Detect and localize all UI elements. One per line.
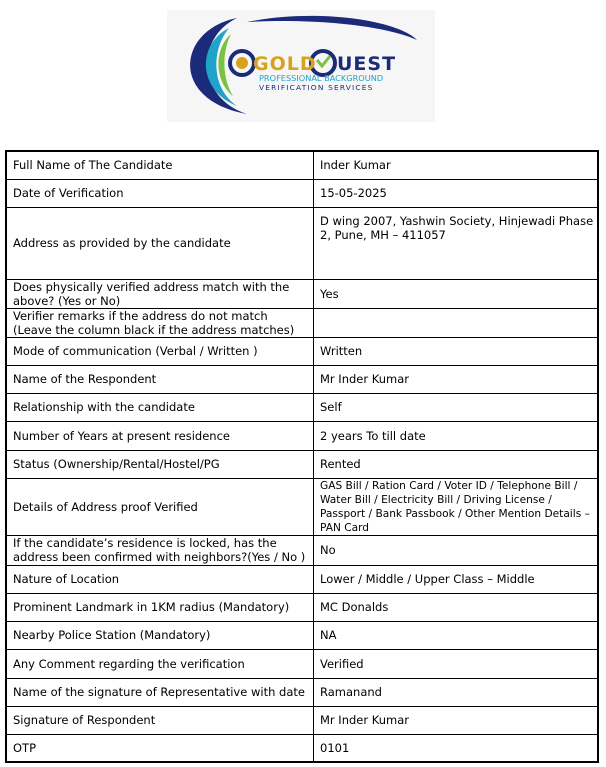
logo-brand-left: GOLD: [253, 53, 317, 75]
row-value: Ramanand: [314, 678, 599, 706]
row-label: Any Comment regarding the verification: [6, 649, 314, 678]
row-value: No: [314, 535, 599, 565]
table-row: [6, 337, 598, 365]
row-value: 15-05-2025: [314, 179, 599, 207]
table-row: [6, 593, 598, 621]
goldquest-logo: [167, 10, 435, 122]
row-value: MC Donalds: [314, 593, 599, 621]
row-value: Lower / Middle / Upper Class – Middle: [314, 565, 599, 593]
logo-swoosh-top: [247, 16, 417, 40]
row-value: Mr Inder Kumar: [314, 365, 599, 393]
row-value: 0101: [314, 734, 599, 762]
row-label: Does physically verified address match with the above? (Yes or No): [6, 279, 314, 308]
table-row: [6, 308, 598, 337]
row-value: Verified: [314, 649, 599, 678]
row-value: Yes: [314, 279, 599, 308]
logo-tagline-2: VERIFICATION SERVICES: [259, 83, 374, 92]
row-label: Details of Address proof Verified: [6, 478, 314, 535]
verification-form-table: [5, 150, 599, 763]
row-label: Status (Ownership/Rental/Hostel/PG: [6, 450, 314, 478]
row-value: GAS Bill / Ration Card / Voter ID / Telephone Bill / Water Bill / Electricity Bill / Driving License / Passport / Bank Passbook / Other Mention Details – PAN Card: [314, 478, 599, 535]
row-value: Written: [314, 337, 599, 365]
row-label: Number of Years at present residence: [6, 421, 314, 450]
table-row: [6, 734, 598, 762]
table-row: [6, 478, 598, 535]
table-row: [6, 535, 598, 565]
table-row: [6, 279, 598, 308]
row-value: [314, 308, 599, 337]
table-row: [6, 450, 598, 478]
row-value: Self: [314, 393, 599, 421]
table-row: [6, 179, 598, 207]
row-label: Name of the Respondent: [6, 365, 314, 393]
logo-tagline-1: PROFESSIONAL BACKGROUND: [259, 73, 384, 83]
table-row: [6, 151, 598, 179]
logo-g-core: [236, 57, 248, 69]
row-label: Name of the signature of Representative with date: [6, 678, 314, 706]
row-value: D wing 2007, Yashwin Society, Hinjewadi Phase 2, Pune, MH – 411057: [314, 207, 599, 279]
row-label: Full Name of The Candidate: [6, 151, 314, 179]
table-row: [6, 678, 598, 706]
logo-q-check: [317, 56, 330, 66]
table-row: [6, 421, 598, 450]
table-row: [6, 207, 598, 279]
row-label: Mode of communication (Verbal / Written ): [6, 337, 314, 365]
row-value: Rented: [314, 450, 599, 478]
table-row: [6, 621, 598, 649]
row-label: Nearby Police Station (Mandatory): [6, 621, 314, 649]
row-value: 2 years To till date: [314, 421, 599, 450]
row-label: OTP: [6, 734, 314, 762]
row-label: Address as provided by the candidate: [6, 207, 314, 279]
row-label: If the candidate’s residence is locked, has the address been confirmed with neighbors?(Yes / No ): [6, 535, 314, 565]
table-row: [6, 365, 598, 393]
row-value: Mr Inder Kumar: [314, 706, 599, 734]
row-label: Verifier remarks if the address do not match (Leave the column black if the address matches): [6, 308, 314, 337]
table-row: [6, 649, 598, 678]
logo-graphic: [167, 10, 435, 122]
logo-brand-right: UEST: [337, 53, 397, 75]
row-value: NA: [314, 621, 599, 649]
table-row: [6, 706, 598, 734]
row-label: Signature of Respondent: [6, 706, 314, 734]
row-label: Date of Verification: [6, 179, 314, 207]
table-row: [6, 393, 598, 421]
row-label: Nature of Location: [6, 565, 314, 593]
row-value: Inder Kumar: [314, 151, 599, 179]
table-row: [6, 565, 598, 593]
row-label: Relationship with the candidate: [6, 393, 314, 421]
row-label: Prominent Landmark in 1KM radius (Mandatory): [6, 593, 314, 621]
